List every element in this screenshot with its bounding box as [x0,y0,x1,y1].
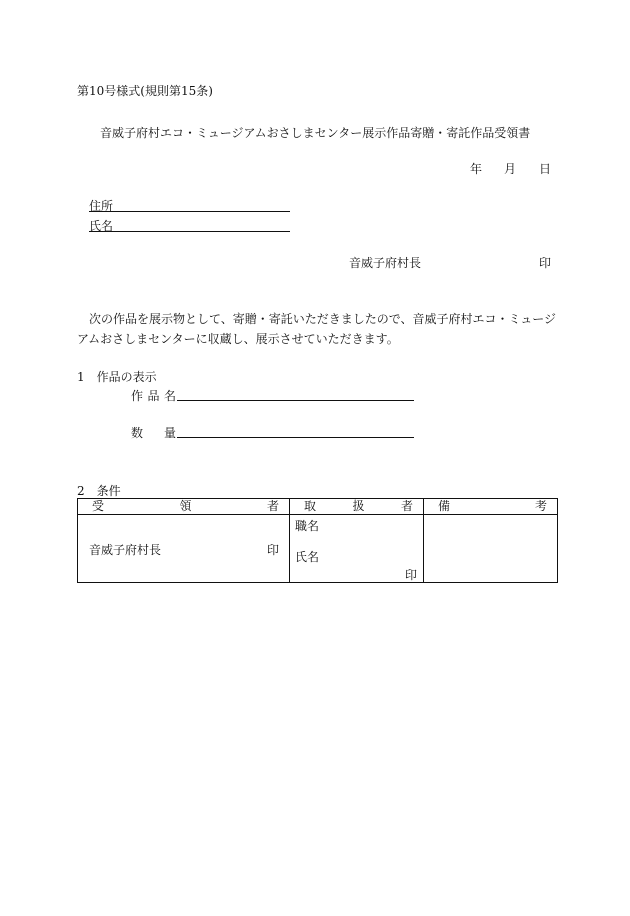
header-char: 備 [438,499,451,513]
header-receiver [78,499,290,515]
work-name-char: 品 [147,389,160,403]
handler-name-label: 氏名 [295,550,320,564]
quantity-char: 数 [131,426,144,440]
remarks-cell [424,515,558,583]
name-underline [89,231,290,232]
conditions-table-row [78,515,558,583]
remarks-value [424,515,557,582]
header-remarks [424,499,558,515]
conditions-table-header [78,499,558,515]
header-handler [290,499,424,515]
section1-heading: 1 作品の表示 [77,370,157,384]
handler-cell [290,515,424,583]
mayor-seal: 印 [539,256,552,270]
header-char: 受 [92,499,105,513]
body-text-line-1: 次の作品を展示物として、寄贈・寄託いただきましたので、音威子府村エコ・ミュージ [89,312,557,326]
work-name-char: 名 [163,389,176,403]
header-char: 領 [179,499,192,513]
work-name-underline [177,400,414,401]
handler-seal: 印 [405,568,418,582]
quantity-char: 量 [163,426,176,440]
work-name-label [131,387,176,404]
address-label: 住所 [89,199,114,213]
header-char: 扱 [352,499,365,513]
form-title: 音威子府村エコ・ミュージアムおさしまセンター展示作品寄贈・寄託作品受領書 [100,126,531,140]
header-char: 考 [534,499,547,513]
receiver-cell [78,515,290,583]
work-name-char: 作 [131,389,144,403]
header-char: 取 [304,499,317,513]
section2-heading: 2 条件 [77,484,121,498]
date-month-label: 月 [504,162,517,176]
date-year-label: 年 [470,162,483,176]
receiver-label: 音威子府村長 [89,543,162,557]
handler-title-label: 職名 [295,519,320,533]
header-char: 者 [266,499,279,513]
address-underline [89,211,290,212]
mayor-label: 音威子府村長 [349,256,422,270]
receiver-seal: 印 [267,543,280,557]
date-day-label: 日 [539,162,552,176]
quantity-underline [177,437,414,438]
header-char: 者 [400,499,413,513]
body-text-line-2: アムおさしまセンターに収蔵し、展示させていただきます。 [77,332,399,346]
name-label: 氏名 [89,219,114,233]
quantity-label [131,424,176,441]
conditions-table [77,498,558,583]
form-number: 第10号様式(規則第15条) [77,84,213,98]
